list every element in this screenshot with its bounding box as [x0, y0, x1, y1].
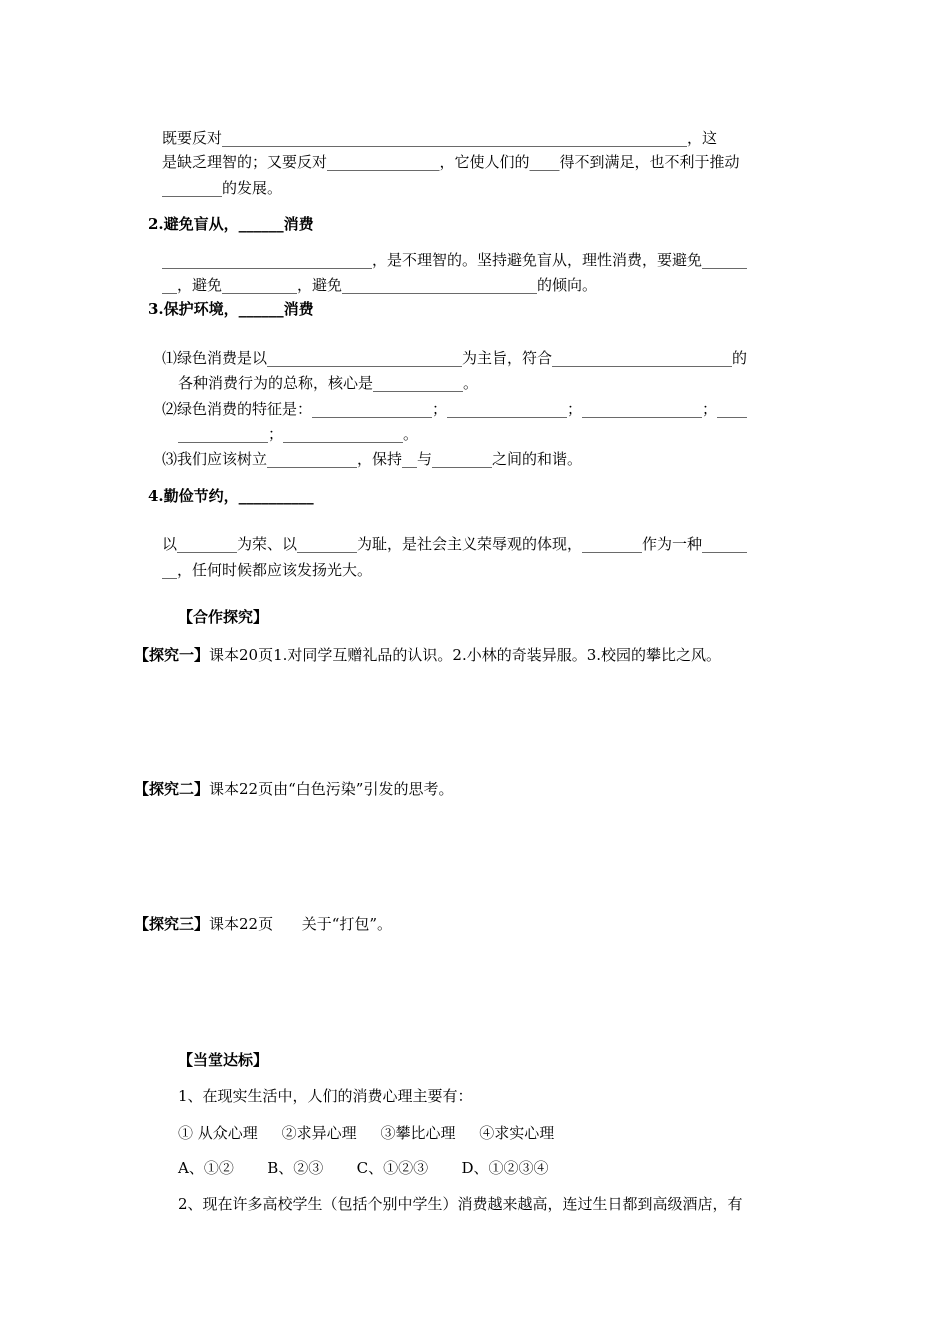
explore2-label: 【探究二】 — [134, 780, 210, 798]
section1-line3: ________的发展。 — [162, 179, 283, 197]
explore3 — [134, 914, 392, 934]
section4-heading: 4.勤俭节约，__________ — [148, 487, 314, 505]
section2-line1: ____________________________，是不理智的。坚持避免盲从，理性消费，要避免______ — [162, 251, 748, 269]
cooperation-heading: 【合作探究】 — [178, 608, 269, 626]
question-1: 1、在现实生活中，人们的消费心理主要有： — [178, 1087, 473, 1105]
section1-line1: 既要反对______________________________________________________________，这 — [162, 129, 718, 147]
classroom-heading: 【当堂达标】 — [178, 1051, 269, 1069]
explore1 — [134, 645, 721, 665]
explore2-text: 课本22页由“白色污染”引发的思考。 — [209, 780, 454, 798]
explore3-label: 【探究三】 — [134, 915, 210, 933]
section2-heading: 2.避免盲从，______消费 — [148, 215, 314, 233]
section3-item1-line1: ⑴绿色消费是以__________________________为主旨，符合________________________的 — [162, 349, 748, 367]
explore3-text: 课本22页 关于“打包”。 — [209, 915, 393, 933]
section3-item2-line1: ⑵绿色消费的特征是：________________；________________；________________；____ — [162, 400, 748, 418]
question-2: 2、现在许多高校学生（包括个别中学生）消费越来越高，连过生日都到高级酒店，有 — [178, 1195, 743, 1213]
section4-line1: 以________为荣、以________为耻，是社会主义荣辱观的体现，________作为一种______ — [162, 535, 748, 553]
section3-heading: 3.保护环境，______消费 — [148, 300, 314, 318]
section3-item1-line2: 各种消费行为的总称，核心是____________。 — [178, 374, 479, 392]
question-1-choices: A、①② B、②③ C、①②③ D、①②③④ — [178, 1159, 549, 1177]
section3-item3: ⑶我们应该树立____________，保持__与________之间的和谐。 — [162, 450, 583, 468]
explore2 — [134, 779, 453, 799]
section4-line2: __，任何时候都应该发扬光大。 — [162, 561, 373, 579]
section1-line2: 是缺乏理智的；又要反对_______________，它使人们的____得不到满足，也不利于推动 — [162, 153, 740, 171]
explore1-label: 【探究一】 — [134, 646, 210, 664]
question-1-options: ① 从众心理 ②求异心理 ③攀比心理 ④求实心理 — [178, 1124, 555, 1142]
explore1-text: 课本20页1.对同学互赠礼品的认识。2.小林的奇装异服。3.校园的攀比之风。 — [209, 646, 722, 664]
section2-line2: __，避免__________，避免__________________________的倾向。 — [162, 276, 598, 294]
section3-item2-line2: ____________；________________。 — [178, 425, 419, 443]
